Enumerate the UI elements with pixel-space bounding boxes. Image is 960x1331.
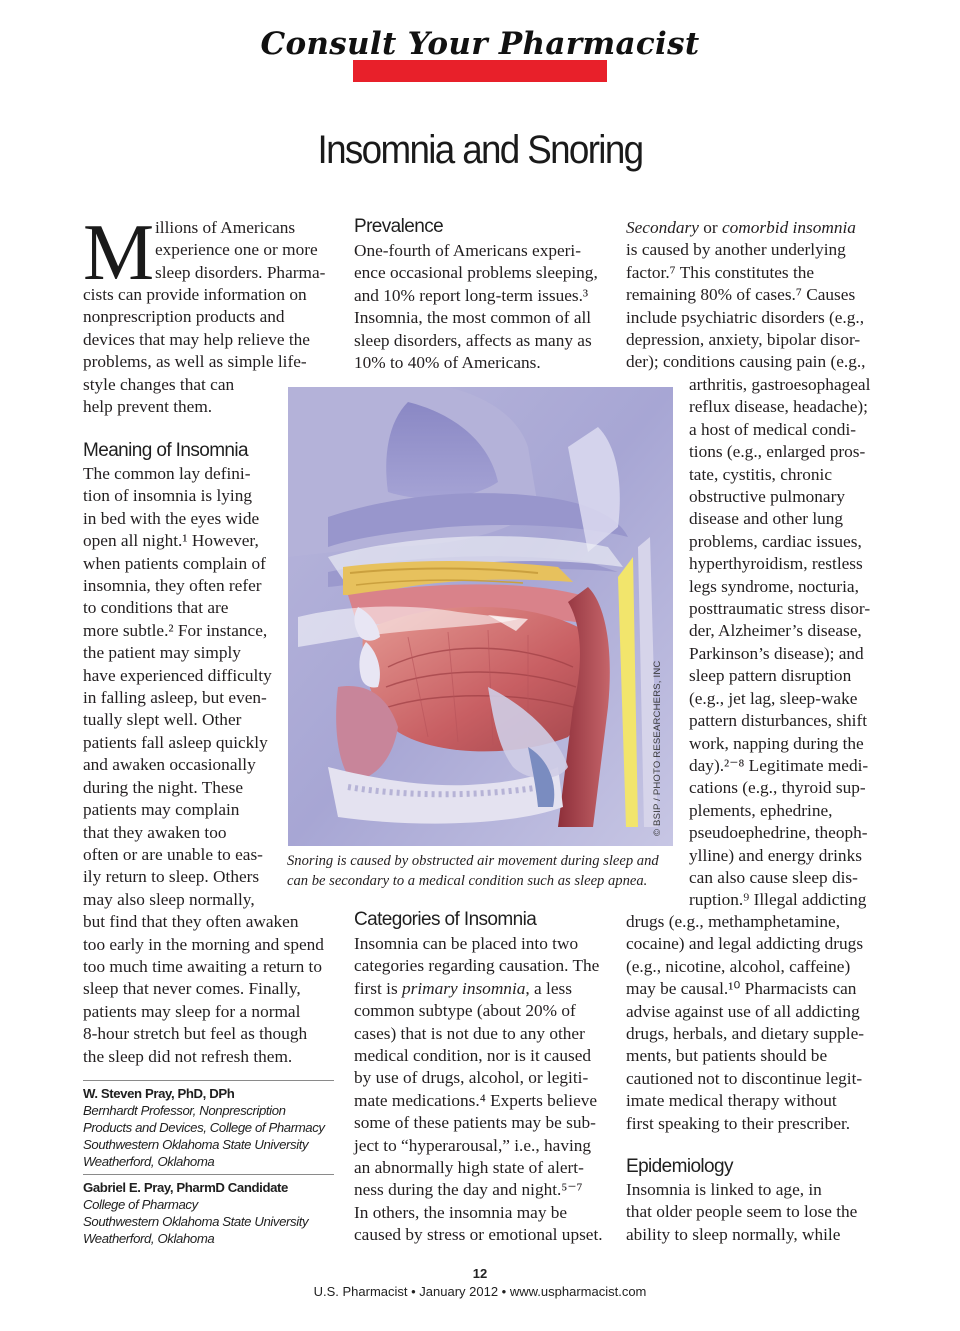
author-name: Gabriel E. Pray, PharmD Candidate (83, 1180, 288, 1195)
text-line: ness during the day and night.⁵⁻⁷ (354, 1180, 583, 1200)
text-line: illions of Americans (155, 218, 296, 237)
text-line: tions (e.g., enlarged pros- (689, 442, 866, 462)
author-affiliation-line: College of Pharmacy (83, 1197, 198, 1212)
article-title: Insomnia and Snoring (317, 128, 643, 172)
text-line: is caused by another underlying (626, 240, 846, 260)
section-heading-categories: Categories of Insomnia (354, 909, 537, 930)
categories-body (354, 933, 603, 1247)
text-line: nonprescription products and (83, 307, 285, 327)
text-line: drugs (e.g., methamphetamine, (626, 912, 841, 931)
author-affiliation-line: Weatherford, Oklahoma (83, 1231, 215, 1246)
text-line: cautioned not to discontinue legit- (626, 1068, 863, 1088)
author-divider (83, 1080, 334, 1081)
masthead: Consult Your Pharmacist (260, 26, 700, 62)
intro-text-beside-dropcap (155, 217, 325, 284)
text-line: Insomnia, the most common of all (354, 308, 592, 328)
text-line: in bed with the eyes wide (83, 508, 260, 528)
text-line: but find that they often awaken (83, 912, 299, 932)
text-line: pseudoephedrine, theoph- (689, 823, 868, 843)
text-line: can also cause sleep dis- (689, 867, 858, 887)
drop-cap: M (83, 209, 155, 297)
prevalence-body (354, 240, 598, 374)
text-line: too early in the morning and spend (83, 934, 324, 954)
section-heading-prevalence: Prevalence (354, 216, 444, 237)
text-line: tually slept well. Other (83, 710, 242, 730)
text-line: cocaine) and legal addicting drugs (626, 934, 864, 954)
text-line: Insomnia can be placed into two (354, 934, 579, 953)
text-line: experience one or more (155, 240, 318, 260)
section-heading-meaning: Meaning of Insomnia (83, 440, 248, 461)
author-divider (83, 1174, 334, 1175)
text-line: the patient may simply (83, 643, 241, 663)
text-line: Parkinson’s disease); and (689, 643, 864, 663)
text-line: day).²⁻⁸ Legitimate medi- (689, 755, 869, 775)
author-affiliation-line: Weatherford, Oklahoma (83, 1154, 215, 1169)
text-line: by use of drugs, alcohol, or legiti- (354, 1068, 589, 1088)
text-line: disease and other lung (689, 509, 844, 529)
text-line: hyperthyroidism, restless (689, 554, 863, 574)
author-affiliation-line: Southwestern Oklahoma State University (83, 1137, 309, 1152)
author-block-2 (83, 1179, 308, 1247)
figure-caption (287, 852, 667, 891)
epidemiology-body (626, 1179, 857, 1246)
text-line: and awaken occasionally (83, 755, 256, 775)
masthead-red-bar (353, 60, 607, 82)
text-line: more subtle.² For instance, (83, 620, 268, 640)
text-line: sleep disorders. Pharma- (155, 262, 326, 282)
text-line: der, Alzheimer’s disease, (689, 621, 862, 641)
text-line: 10% to 40% of Americans. (354, 353, 541, 373)
text-line: (e.g., nicotine, alcohol, caffeine) (626, 956, 851, 976)
text-line: reflux disease, headache); (689, 397, 868, 417)
text-line: mate medications.⁴ Experts believe (354, 1090, 598, 1110)
text-line: some of these patients may be sub- (354, 1113, 596, 1133)
text-line: caused by stress or emotional upset. (354, 1225, 603, 1245)
caption-line: Snoring is caused by obstructed air movement during sleep and (287, 853, 659, 869)
text-line: patients may complain (83, 800, 240, 820)
secondary-body-wrap (689, 374, 870, 912)
text-line: that older people seem to lose the (626, 1202, 858, 1222)
text-line: common subtype (about 20% of (354, 1001, 576, 1021)
text-line: that they awaken too (83, 822, 227, 842)
text-line: ence occasional problems sleeping, (354, 263, 598, 283)
author-affiliation-line: Southwestern Oklahoma State University (83, 1214, 309, 1229)
airway-cross-section-drawing (288, 387, 673, 846)
text-line: tion of insomnia is lying (83, 486, 252, 506)
intro-text (83, 284, 310, 418)
secondary-body-bottom (626, 911, 864, 1135)
text-line: plements, ephedrine, (689, 800, 833, 820)
text-line: cations (e.g., thyroid sup- (689, 778, 866, 798)
text-line: 8-hour stretch but feel as though (83, 1024, 308, 1044)
text-line: open all night.¹ However, (83, 531, 259, 551)
text-line: sleep that never comes. Finally, (83, 979, 301, 999)
text-line: the sleep did not refresh them. (83, 1046, 293, 1066)
text-line: factor.⁷ This constitutes the (626, 262, 815, 282)
text-line: ability to sleep normally, while (626, 1224, 841, 1244)
text-line: posttraumatic stress disor- (689, 599, 871, 619)
text-line: may also sleep normally, (83, 889, 255, 909)
text-line: arthritis, gastroesophageal (689, 375, 871, 394)
text-line: Secondary or comorbid insomnia (626, 218, 856, 237)
text-line: ject to “hyperarousal,” i.e., having (354, 1135, 592, 1155)
text-line: sleep disorders, affects as many as (354, 330, 592, 350)
page-number: 12 (472, 1266, 488, 1281)
secondary-body-top (626, 217, 865, 374)
text-line: legs syndrome, nocturia, (689, 576, 859, 596)
text-line: remaining 80% of cases.⁷ Causes (626, 285, 856, 305)
text-line: patients may sleep for a normal (83, 1001, 301, 1021)
text-line: include psychiatric disorders (e.g., (626, 307, 865, 327)
text-line: a host of medical condi- (689, 419, 856, 439)
text-line: (e.g., jet lag, sleep-wake (689, 688, 858, 708)
text-line: help prevent them. (83, 397, 213, 417)
text-line: In others, the insomnia may be (354, 1202, 568, 1222)
text-line: devices that may help relieve the (83, 329, 310, 349)
text-line: drugs, herbals, and dietary supple- (626, 1024, 865, 1044)
author-block-1 (83, 1085, 325, 1170)
text-line: categories regarding causation. The (354, 956, 600, 976)
text-line: sleep pattern disruption (689, 666, 852, 686)
snoring-anatomy-illustration (288, 387, 673, 846)
text-line: advise against use of all addicting (626, 1001, 860, 1021)
text-line: ments, but patients should be (626, 1046, 828, 1066)
text-line: der); conditions causing pain (e.g., (626, 352, 866, 372)
text-line: problems, cardiac issues, (689, 531, 862, 551)
text-line: imate medical therapy without (626, 1091, 837, 1111)
text-line: an abnormally high state of alert- (354, 1158, 584, 1178)
text-line: Insomnia is linked to age, in (626, 1180, 822, 1199)
text-line: ruption.⁹ Illegal addicting (689, 890, 867, 910)
text-line: One-fourth of Americans experi- (354, 241, 581, 260)
text-line: cists can provide information on (83, 285, 307, 304)
text-line: first is primary insomnia, a less (354, 978, 572, 998)
text-line: depression, anxiety, bipolar disor- (626, 330, 861, 350)
text-line: tate, cystitis, chronic (689, 464, 833, 484)
author-name: W. Steven Pray, PhD, DPh (83, 1086, 235, 1101)
text-line: style changes that can (83, 374, 235, 394)
text-line: medical condition, nor is it caused (354, 1046, 592, 1066)
text-line: The common lay defini- (83, 464, 251, 483)
text-line: first speaking to their prescriber. (626, 1113, 851, 1133)
text-line: often or are unable to eas- (83, 844, 263, 864)
footer-publication-info: U.S. Pharmacist • January 2012 • www.uspharmacist.com (313, 1284, 647, 1299)
text-line: may be causal.¹⁰ Pharmacists can (626, 979, 857, 999)
text-line: too much time awaiting a return to (83, 956, 322, 976)
text-line: insomnia, they often refer (83, 576, 262, 596)
text-line: obstructive pulmonary (689, 487, 845, 507)
caption-line: can be secondary to a medical condition such as sleep apnea. (287, 872, 648, 889)
text-line: problems, as well as simple life- (83, 352, 307, 372)
text-line: ylline) and energy drinks (689, 845, 862, 865)
author-affiliation-line: Bernhardt Professor, Nonprescription (83, 1103, 286, 1118)
text-line: to conditions that are (83, 598, 229, 618)
text-line: and 10% report long-term issues.³ (354, 285, 589, 305)
text-line: cases) that is not due to any other (354, 1023, 585, 1043)
text-line: have experienced difficulty (83, 665, 272, 685)
text-line: patients fall asleep quickly (83, 732, 268, 752)
text-line: pattern disturbances, shift (689, 711, 868, 731)
photo-credit: © BSIP / PHOTO RESEARCHERS, INC (652, 660, 663, 836)
section-heading-epidemiology: Epidemiology (626, 1156, 733, 1177)
text-line: when patients complain of (83, 553, 266, 573)
author-affiliation-line: Products and Devices, College of Pharmacy (83, 1120, 325, 1135)
text-line: ily return to sleep. Others (83, 867, 260, 887)
text-line: work, napping during the (689, 733, 864, 753)
text-line: in falling asleep, but even- (83, 688, 267, 708)
text-line: during the night. These (83, 777, 243, 797)
